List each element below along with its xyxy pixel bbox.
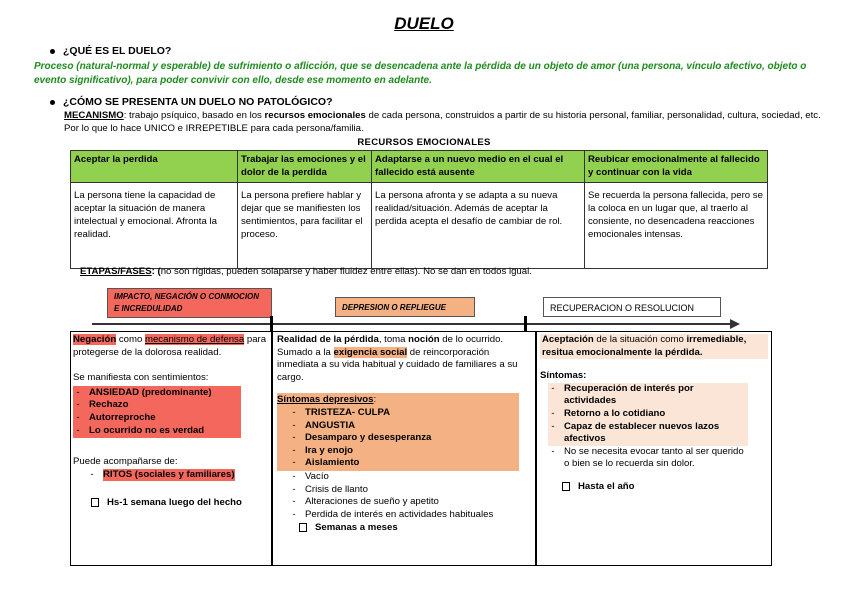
list-item: - Autorreproche — [76, 411, 156, 423]
mecanismo-defensa: mecanismo de defensa — [144, 334, 245, 345]
list-item: - No se necesita evocar tanto al ser querido o bien se lo recuerda sin dolor. — [551, 445, 744, 470]
ritos-text: RITOS (sociales y familiares) — [103, 468, 235, 480]
exigencia-paragraph — [277, 347, 531, 385]
definition-text: Proceso (natural-normal y esperable) de sufrimiento o aflicción, que se desencadena ante la pérdida de un objeto de amor (una persona, vínculo afectivo, objeto o evento significativo), para poder convivir con ello, desde ese momento en adelante. — [34, 61, 807, 86]
mecanismo-bold: recursos emocionales — [264, 110, 366, 121]
list-item: - Rechazo — [76, 399, 129, 411]
list-item: - Ira y enojo — [292, 444, 353, 456]
list-item: - Perdida de interés en actividades habituales — [292, 508, 494, 520]
sintomas-recuperacion-label: Síntomas: — [540, 370, 587, 382]
aceptacion-rest: de la situación como — [593, 334, 687, 345]
aceptacion-bold: irremediable, resitua emocionalmente la pérdida. — [542, 334, 747, 358]
list-item: - TRISTEZA- CULPA — [292, 406, 391, 418]
manifiesta-text: Se manifiesta con sentimientos: — [73, 372, 209, 384]
timeline-tick — [524, 316, 527, 332]
negacion-como: como — [116, 334, 145, 345]
sintomas-depresivos-block — [277, 393, 519, 471]
etapas-label: ETAPAS/FASES — [80, 266, 152, 277]
sintomas-label: Síntomas depresivos — [277, 394, 374, 406]
bullet-dot — [50, 49, 55, 54]
list-item: - ANGUSTIA — [292, 419, 356, 431]
phase-column-impacto — [70, 331, 272, 566]
table-header: Trabajar las emociones y el dolor de la perdida — [238, 151, 372, 183]
duracion-recuperacion: Hasta el año — [562, 481, 768, 494]
etapas-text: no son rígidas, pueden solaparse y haber fluidez entre ellas). No se dan en todos igual. — [160, 266, 532, 277]
question-how-text: ¿CÓMO SE PRESENTA UN DUELO NO PATOLÓGICO? — [63, 96, 333, 108]
realidad-rest: de lo ocurrido. — [439, 334, 504, 345]
recursos-table — [70, 150, 768, 269]
list-item: - Lo ocurrido no es verdad — [76, 424, 205, 436]
etapas-colon: : — [151, 266, 158, 277]
exigencia-term: exigencia social — [333, 346, 408, 358]
recursos-title: RECURSOS EMOCIONALES — [357, 137, 491, 148]
section-question-what — [50, 45, 171, 57]
negacion-rest: para protegerse de la dolorosa realidad. — [73, 334, 267, 358]
table-cell: La persona prefiere hablar y dejar que se manifiesten los sentimientos, para facilitar el proceso. — [238, 183, 372, 269]
checkbox-square-icon — [562, 482, 570, 491]
acompanarse-text: Puede acompañarse de: — [73, 456, 178, 468]
list-item: - Desamparo y desesperanza — [292, 432, 432, 444]
table-cell: Se recuerda la persona fallecida, pero se la coloca en un lugar que, al traerlo al consiente, no desencadena reacciones emocionales intensas. — [585, 183, 768, 269]
negacion-paragraph — [73, 334, 269, 359]
exigencia-rest: de reincorporación inmediata a su vida habitual y cuidado de familiares a su cargo. — [277, 346, 518, 383]
list-item: - Aislamiento — [292, 457, 360, 469]
phase-column-depresion — [272, 331, 536, 566]
etapas-paragraph — [80, 266, 532, 277]
list-item: - Retorno a lo cotidiano — [551, 407, 666, 419]
table-row — [71, 183, 768, 269]
etapas-paren: ( — [157, 266, 161, 277]
phase-label-recuperacion: RECUPERACION O RESOLUCION — [543, 297, 721, 317]
table-header: Reubicar emocionalmente al fallecido y continuar con la vida — [585, 151, 768, 183]
question-what-text: ¿QUÉ ES EL DUELO? — [63, 45, 172, 57]
sumado-text: Sumado a la — [277, 346, 334, 358]
mecanismo-paragraph — [64, 109, 834, 135]
bullet-dot — [50, 100, 55, 105]
timeline-arrow-icon — [730, 319, 740, 329]
list-item: - Alteraciones de sueño y apetito — [292, 496, 439, 508]
duracion-impacto: Hs-1 semana luego del hecho — [91, 497, 269, 510]
aceptacion-paragraph — [540, 334, 768, 359]
timeline-line — [92, 323, 732, 325]
list-item: - Crisis de llanto — [292, 483, 368, 495]
sentimientos-list — [73, 386, 241, 438]
section-question-how — [50, 96, 333, 108]
checkbox-square-icon — [299, 523, 307, 532]
list-item: - RITOS (sociales y familiares) — [90, 468, 235, 480]
realidad-toma: , toma — [378, 334, 409, 345]
negacion-term: Negación — [73, 334, 117, 345]
table-header: Adaptarse a un nuevo medio en el cual el fallecido está ausente — [372, 151, 585, 183]
mecanismo-label: MECANISMO — [64, 110, 124, 121]
table-cell: La persona afronta y se adapta a su nueva realidad/situación. Además de aceptar la perdida acepta el desafío de cambiar de rol. — [372, 183, 585, 269]
list-item: - ANSIEDAD (predominante) — [76, 386, 212, 398]
list-item: - Capaz de establecer nuevos lazos afectivos — [551, 420, 720, 445]
checkbox-square-icon — [91, 498, 99, 507]
sintomas-colon: : — [373, 394, 377, 406]
timeline-tick — [270, 316, 273, 332]
nocion-term: noción — [408, 334, 440, 345]
realidad-paragraph — [277, 334, 531, 347]
table-header: Aceptar la perdida — [71, 151, 238, 183]
phase-label-impacto: IMPACTO, NEGACIÓN O CONMOCION E INCREDULIDAD — [107, 288, 272, 318]
recuperacion-items — [548, 383, 748, 446]
phase-label-depresion: DEPRESION O REPLIEGUE — [335, 297, 475, 317]
realidad-term: Realidad de la pérdida — [277, 334, 379, 345]
duracion-depresion: Semanas a meses — [299, 522, 531, 535]
list-item: - Recuperación de interés por actividades — [551, 382, 694, 407]
phase-column-recuperacion — [536, 331, 772, 566]
mecanismo-text-1: : trabajo psíquico, basado en los — [123, 110, 265, 121]
table-cell: La persona tiene la capacidad de aceptar la situación de manera intelectual y emocional. Afronta la realidad. — [71, 183, 238, 269]
mecanismo-text-2: de cada persona, construidos a partir de su historia personal, familiar, personalidad, cultura, sociedad, etc. Por lo que lo hace UNICO e IRREPETIBLE para cada persona/familia. — [64, 110, 821, 134]
list-item: - Vacío — [292, 470, 329, 482]
document-title: DUELO — [394, 14, 454, 33]
table-header-row — [71, 151, 768, 183]
aceptacion-term: Aceptación — [542, 334, 594, 345]
